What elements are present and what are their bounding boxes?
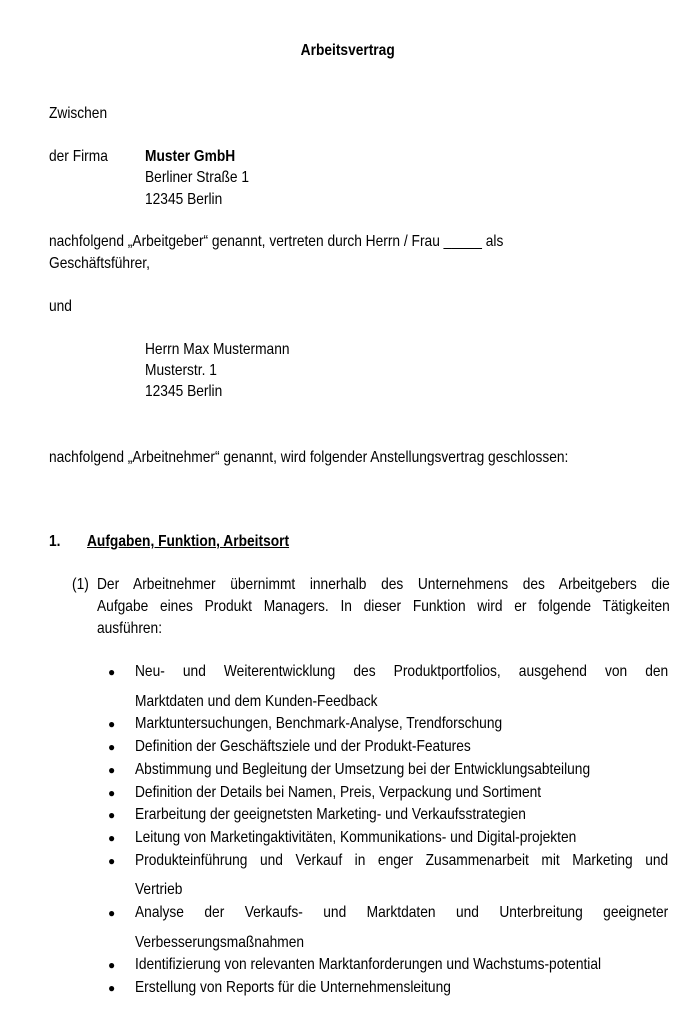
bullet-icon: ● (108, 906, 116, 921)
employer-line-1: nachfolgend „Arbeitgeber“ genannt, vertreten durch Herrn / Frau _____ als (49, 233, 504, 250)
list-item (108, 850, 670, 902)
employer-line-2: Geschäftsführer, (49, 255, 150, 272)
document-title: Arbeitsvertrag (300, 42, 395, 59)
list-item-line: Erstellung von Reports für die Unternehmensleitung (135, 979, 451, 997)
list-item-line: Neu- und Weiterentwicklung des Produktportfolios, ausgehend von den (135, 663, 669, 680)
list-item-line: Marktdaten und dem Kunden-Feedback (135, 692, 378, 710)
section-heading: Aufgaben, Funktion, Arbeitsort (87, 533, 290, 550)
bullet-icon: ● (108, 958, 116, 973)
bullet-icon: ● (108, 665, 116, 679)
list-item-line: Abstimmung und Begleitung der Umsetzung bei der Entwicklungsabteilung (135, 760, 591, 778)
list-item-line: Definition der Details bei Namen, Preis, Verpackung und Sortiment (135, 783, 542, 801)
firm-name: Muster GmbH (145, 148, 236, 165)
list-item (108, 661, 670, 713)
bullet-icon: ● (108, 740, 116, 755)
bullet-icon: ● (108, 830, 116, 845)
section-number: 1. (49, 533, 61, 550)
firm-label: der Firma (49, 148, 108, 165)
list-item (108, 902, 670, 954)
list-item (108, 736, 670, 759)
and-text: und (49, 298, 72, 315)
list-item (108, 827, 670, 850)
bullet-icon: ● (108, 717, 116, 732)
bullet-icon: ● (108, 762, 116, 777)
paragraph-number: (1) (72, 576, 89, 593)
list-item (108, 954, 670, 977)
employee-intro: nachfolgend „Arbeitnehmer“ genannt, wird folgender Anstellungsvertrag geschlossen: (49, 449, 569, 466)
bullet-icon: ● (108, 981, 116, 996)
bullet-icon: ● (108, 808, 116, 823)
list-item-line: Marktuntersuchungen, Benchmark-Analyse, Trendforschung (135, 715, 503, 733)
employee-name: Herrn Max Mustermann (145, 341, 290, 358)
list-item-line: Verbesserungsmaßnahmen (135, 933, 305, 951)
list-item-line: Identifizierung von relevanten Marktanforderungen und Wachstums-potential (135, 956, 602, 974)
paragraph-line: Aufgabe eines Produkt Managers. In dieser Funktion wird er folgende Tätigkeiten (97, 598, 670, 615)
list-item (108, 759, 670, 782)
paragraph-line: ausführen: (97, 620, 163, 637)
paragraph-line: Der Arbeitnehmer übernimmt innerhalb des Unternehmens des Arbeitgebers die (97, 576, 670, 593)
list-item (108, 977, 670, 1000)
employee-street: Musterstr. 1 (145, 362, 217, 379)
employee-city: 12345 Berlin (145, 383, 223, 400)
list-item-line: Produkteinführung und Verkauf in enger Zusammenarbeit mit Marketing und (135, 851, 669, 869)
list-item-line: Definition der Geschäftsziele und der Produkt-Features (135, 738, 471, 756)
firm-city: 12345 Berlin (145, 191, 223, 208)
list-item-line: Vertrieb (135, 881, 183, 899)
list-item-line: Leitung von Marketingaktivitäten, Kommunikations- und Digital-projekten (135, 828, 577, 846)
bullet-icon: ● (108, 785, 116, 800)
list-item-line: Analyse der Verkaufs- und Marktdaten und Unterbreitung geeigneter (135, 904, 669, 922)
task-list (108, 661, 670, 1000)
list-item (108, 782, 670, 805)
bullet-icon: ● (108, 853, 116, 868)
list-item-line: Erarbeitung der geeignetsten Marketing- und Verkaufsstrategien (135, 806, 526, 824)
list-item (108, 713, 670, 736)
paragraph-text (97, 574, 670, 640)
list-item (108, 804, 670, 827)
firm-street: Berliner Straße 1 (145, 169, 250, 186)
between-text: Zwischen (49, 105, 108, 122)
